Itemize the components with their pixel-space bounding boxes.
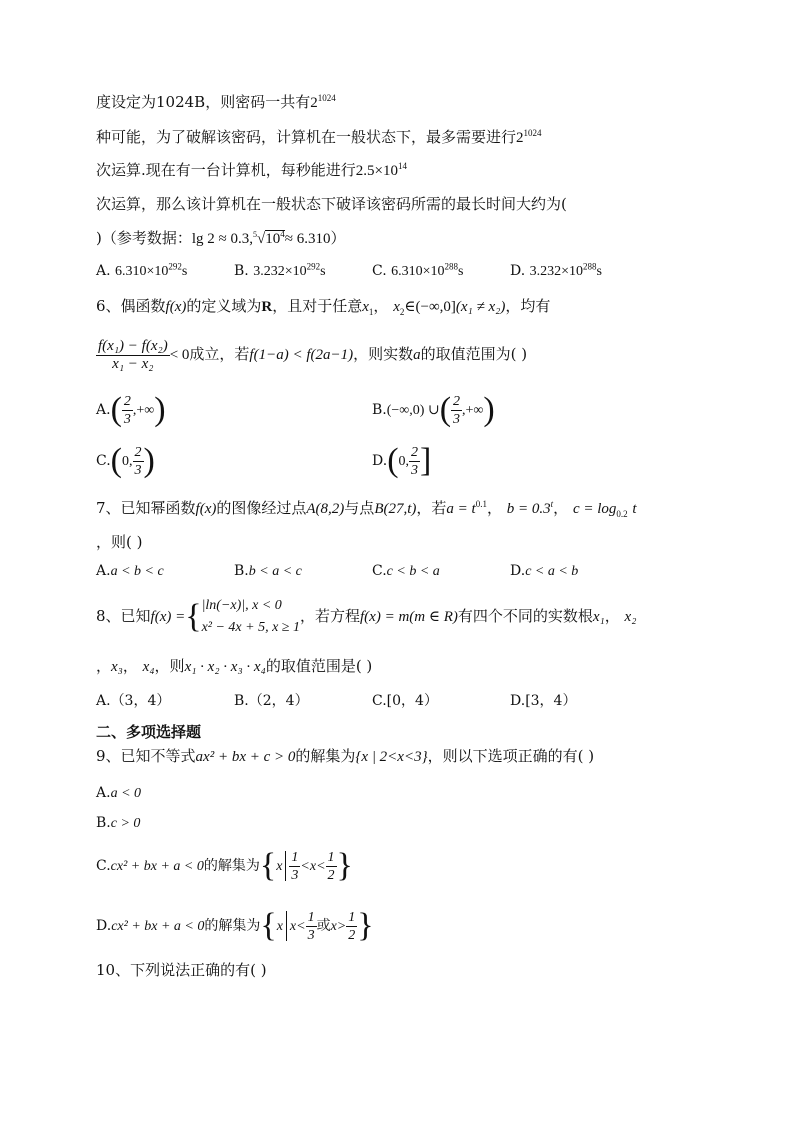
option-expression: c < b < a	[386, 564, 440, 579]
q8-line2-prefix: ，	[96, 657, 112, 675]
q8-function: f(x) =	[150, 609, 186, 625]
q6-fraction	[96, 338, 170, 373]
option-label: A.	[96, 693, 111, 709]
set-variable: x	[276, 859, 283, 874]
q8-option-d	[510, 690, 576, 710]
q9-option-d	[96, 906, 374, 947]
q9-option-a	[96, 785, 141, 802]
q5-line2-power-base: 2	[516, 130, 524, 146]
option-expression: （2，4）	[248, 693, 309, 709]
q10-line1	[96, 960, 267, 980]
option-base: 3.232×10	[253, 264, 307, 279]
q10-text: 10、下列说法正确的有( )	[96, 961, 267, 979]
option-base: 3.232×10	[529, 264, 584, 279]
option-rest: ,+∞	[462, 403, 484, 418]
q8-line1	[96, 592, 636, 641]
q7-a-exponent: 0.1	[475, 499, 487, 509]
q6-text: ，且对于任意	[272, 297, 363, 315]
q6-x2: x	[393, 299, 400, 315]
q8-x1: x₁	[592, 609, 605, 625]
option-exponent: 288	[444, 261, 459, 272]
q9-text: ，则以下选项正确的有( )	[427, 747, 595, 765]
q8-line2: ，x₃， x₄，则x₁ · x₂ · x₃ · x₄的取值范围是( )	[96, 657, 373, 675]
q7-option-b	[234, 563, 302, 580]
q7-option-c	[372, 563, 440, 580]
q8-text: 8、已知	[96, 607, 151, 625]
q6-text: 的取值范围为( )	[420, 345, 528, 363]
q8-option-c	[372, 690, 438, 710]
option-expression: c > 0	[110, 816, 141, 831]
q8-text: 有四个不同的实数根	[457, 607, 593, 625]
left-brace-icon: {	[259, 847, 277, 884]
option-label: B.	[234, 563, 249, 579]
q7-b-exponent: t	[550, 499, 554, 509]
q7-line1	[96, 498, 637, 519]
q7-text: ，若	[416, 499, 447, 517]
option-label: D.	[96, 918, 112, 934]
q6-text: ，	[373, 297, 389, 315]
q5-radicand-base: 10	[265, 231, 281, 247]
q7-c-definition: c = log	[572, 501, 617, 517]
option-exponent: 288	[583, 261, 597, 272]
option-rest: ,+∞	[132, 403, 155, 418]
q5-line4-text: 次运算，那么该计算机在一般状态下破译该密码所需的最长时间大约为(	[96, 195, 567, 213]
fraction-numerator: 1	[291, 849, 299, 865]
fraction-denominator: 3	[453, 411, 461, 427]
q7-point-b: B(27,t)	[374, 501, 417, 517]
q8-equation: f(x) = m(m ∈ R)	[360, 609, 458, 625]
option-label: C.	[372, 563, 387, 579]
option-base: 6.310×10	[115, 264, 169, 279]
q9-text: 的解集为	[295, 747, 356, 765]
option-label: C.	[372, 263, 387, 279]
q5-reference-label: )（参考数据：	[96, 229, 192, 247]
q5-line2-text: 种可能，为了破解该密码，计算机在一般状态下，最多需要进行	[96, 128, 517, 146]
fraction-denominator: 3	[134, 462, 142, 478]
option-label: A.	[96, 785, 111, 801]
radical-sign-icon: √	[257, 231, 266, 247]
option-fraction	[133, 444, 144, 479]
option-expression: a < 0	[110, 786, 142, 801]
option-expression: c < a < b	[525, 564, 579, 579]
q7-line2-text: ，则( )	[96, 533, 143, 551]
option-fraction	[451, 393, 462, 428]
q5-line2-exponent: 1024	[523, 128, 542, 138]
fraction-denominator: 2	[327, 867, 335, 883]
option-inequality: cx² + bx + a < 0	[111, 919, 205, 934]
set-middle: <x<	[300, 859, 326, 874]
q6-condition: (x₁ ≠ x₂)	[455, 299, 506, 315]
option-expression: [3，4）	[525, 693, 577, 709]
option-label: B.	[234, 693, 249, 709]
q6-interval: ∈(−∞,0]	[404, 299, 456, 315]
q5-option-c	[372, 263, 463, 280]
q5-line1-power-base: 2	[310, 95, 318, 111]
option-expression: （3，4）	[110, 693, 171, 709]
q7-b-definition: b = 0.3	[506, 501, 551, 517]
q5-line1	[96, 92, 336, 113]
q5-line2	[96, 127, 542, 148]
option-label: D.	[510, 563, 526, 579]
q8-line2-mid: ，则	[154, 657, 185, 675]
q7-line2	[96, 532, 142, 552]
q5-reference-value: ≈ 6.310	[284, 231, 331, 247]
right-brace-icon: }	[336, 847, 353, 884]
option-fraction	[122, 393, 133, 428]
q7-c-argument: t	[632, 501, 637, 517]
q7-text: 的图像经过点	[216, 499, 307, 517]
q5-line3-text: 次运算.现在有一台计算机，每秒能进行	[96, 161, 356, 179]
set-or: 或	[316, 918, 331, 934]
option-unit: s	[458, 264, 464, 279]
q8-x4: x₄	[142, 659, 155, 675]
option-unit: s	[181, 264, 188, 279]
option-text: 的解集为	[204, 918, 261, 934]
fraction-numerator: 1	[348, 909, 356, 925]
fraction-denominator: 3	[291, 867, 299, 883]
q6-option-c	[96, 443, 155, 480]
q7-text: 与点	[344, 499, 375, 517]
q5-line3-exponent: 14	[398, 161, 407, 171]
fraction-denominator: 3	[307, 927, 315, 943]
q8-x2: x₂	[624, 609, 637, 625]
q5-option-d	[510, 263, 602, 280]
fraction-numerator: 2	[453, 393, 461, 409]
right-paren: )	[154, 391, 166, 428]
fraction-1	[289, 849, 300, 884]
q5-reference-end: ）	[330, 229, 346, 247]
option-exponent: 292	[168, 261, 182, 272]
q5-line5	[96, 228, 346, 249]
option-text: 的解集为	[203, 858, 260, 874]
set-prefix: x<	[289, 919, 306, 934]
fraction-numerator: 2	[134, 444, 142, 460]
option-label: D.	[510, 693, 526, 709]
option-unit: s	[596, 264, 602, 279]
option-label: B.	[234, 263, 249, 279]
q6-fraction-numerator: f(x₁) − f(x₂)	[98, 337, 168, 354]
fraction-denominator: 3	[123, 411, 131, 427]
set-variable: x	[276, 919, 283, 934]
q6-text: ，则实数	[353, 345, 414, 363]
q5-radicand	[265, 230, 285, 247]
left-paren: (	[110, 391, 122, 428]
q7-text: ，	[553, 499, 569, 517]
q8-option-b	[234, 690, 309, 710]
q6-reals: R	[261, 299, 273, 315]
q6-option-b	[372, 392, 495, 429]
option-exponent: 292	[306, 261, 321, 272]
q8-product: x₁ · x₂ · x₃ · x₄	[184, 659, 266, 675]
q6-condition-2: f(1−a) < f(2a−1)	[249, 347, 354, 363]
fraction-numerator: 1	[307, 909, 315, 925]
q7-option-d	[510, 563, 578, 580]
q7-point-a: A(8,2)	[306, 501, 345, 517]
option-expression: a < b < c	[110, 564, 164, 579]
q5-line3	[96, 160, 407, 181]
q5-line1-exponent: 1024	[317, 93, 336, 103]
q5-line4	[96, 194, 567, 214]
option-inequality: cx² + bx + a < 0	[110, 859, 204, 874]
q6-x1: x	[362, 299, 369, 315]
q7-c-log-base: 0.2	[616, 509, 628, 519]
q8-text: ，若方程	[299, 607, 360, 625]
q9-option-c	[96, 846, 353, 887]
option-label: D.	[510, 263, 526, 279]
set-bar	[286, 911, 287, 941]
left-paren: (	[387, 442, 399, 479]
q8-piecewise	[202, 595, 300, 639]
q6-option-d	[372, 443, 431, 480]
q8-case-2: x² − 4x + 5, x ≥ 1	[201, 620, 300, 635]
fraction-numerator: 2	[123, 393, 131, 409]
right-paren: )	[143, 442, 155, 479]
q5-line1-text: 度设定为1024B，则密码一共有	[96, 93, 311, 111]
q6-fraction-denominator: x₁ − x₂	[112, 355, 154, 372]
fraction-2	[326, 849, 337, 884]
q8-x3: x₃	[111, 659, 123, 675]
right-brace-icon: }	[357, 907, 374, 944]
q7-text: ，	[486, 499, 502, 517]
q5-option-b	[234, 263, 326, 280]
option-expression: [0，4）	[386, 693, 438, 709]
option-prefix: (−∞,0) ∪	[386, 403, 440, 418]
q8-option-a	[96, 690, 170, 710]
left-brace-icon: {	[260, 907, 277, 944]
option-label: D.	[372, 453, 388, 469]
fraction-1	[306, 909, 317, 944]
fraction-denominator: 2	[348, 927, 356, 943]
option-fraction	[409, 444, 420, 479]
q5-line3-number: 2.5×10	[355, 163, 398, 179]
option-label: A.	[96, 402, 111, 418]
q5-option-a	[96, 263, 187, 280]
fraction-numerator: 1	[327, 849, 335, 865]
left-brace-icon: {	[185, 598, 202, 635]
q5-root-index: 5	[253, 230, 258, 239]
q9-line1	[96, 746, 594, 767]
q6-line1: 6、偶函数f(x)的定义域为R，且对于任意$x_1$， $x_2\in(-\infty,0](x_1 \ne x_2)$，均有	[96, 297, 551, 317]
q8-comma: ，	[604, 607, 620, 625]
option-label: B.	[96, 815, 111, 831]
right-bracket: ]	[420, 442, 432, 479]
option-unit: s	[320, 264, 326, 279]
fraction-denominator: 3	[411, 462, 419, 478]
fraction-2	[346, 909, 357, 944]
q6-text: 成立，若	[189, 345, 250, 363]
q7-text: 7、已知幂函数	[96, 499, 196, 517]
set-bar	[285, 851, 286, 881]
q5-reference-lg2: lg 2 ≈ 0.3,	[191, 231, 254, 247]
q6-text: 的定义域为	[186, 297, 262, 315]
option-label: A.	[96, 563, 111, 579]
q9-option-b	[96, 815, 140, 832]
q6-number: 6、偶函数	[96, 297, 166, 315]
q6-line2	[96, 334, 527, 375]
fraction-numerator: 2	[411, 444, 419, 460]
q7-a-definition: a = t	[446, 501, 476, 517]
q6-text: ，均有	[505, 297, 551, 315]
q8-case-1: |ln(−x)|, x < 0	[201, 598, 282, 613]
q9-text: 9、已知不等式	[96, 747, 196, 765]
left-paren: (	[110, 442, 122, 479]
q9-solution-set: {x | 2<x<3}	[355, 749, 428, 765]
option-label: C.	[372, 693, 387, 709]
q6-inequality: < 0	[169, 347, 190, 363]
option-mid: 0,	[122, 454, 133, 469]
option-label: C.	[96, 453, 111, 469]
q7-option-a	[96, 563, 164, 580]
q7-function: f(x)	[195, 501, 217, 517]
set-middle: x>	[330, 919, 347, 934]
q6-variable-a: a	[413, 347, 421, 363]
section-title: 二、多项选择题	[96, 723, 202, 741]
q8-line2-text: 的取值范围是( )	[265, 657, 373, 675]
q6-function: f(x)	[165, 299, 187, 315]
right-paren: )	[483, 391, 495, 428]
option-mid: 0,	[398, 454, 410, 469]
option-label: B.	[372, 402, 387, 418]
q5-radicand-exponent: 4	[280, 229, 285, 239]
left-paren: (	[439, 391, 452, 428]
option-expression: b < a < c	[248, 564, 302, 579]
option-base: 6.310×10	[391, 264, 445, 279]
q6-option-a	[96, 392, 166, 429]
option-label: A.	[96, 263, 111, 279]
option-label: C.	[96, 858, 111, 874]
q9-inequality: ax² + bx + c > 0	[195, 749, 296, 765]
